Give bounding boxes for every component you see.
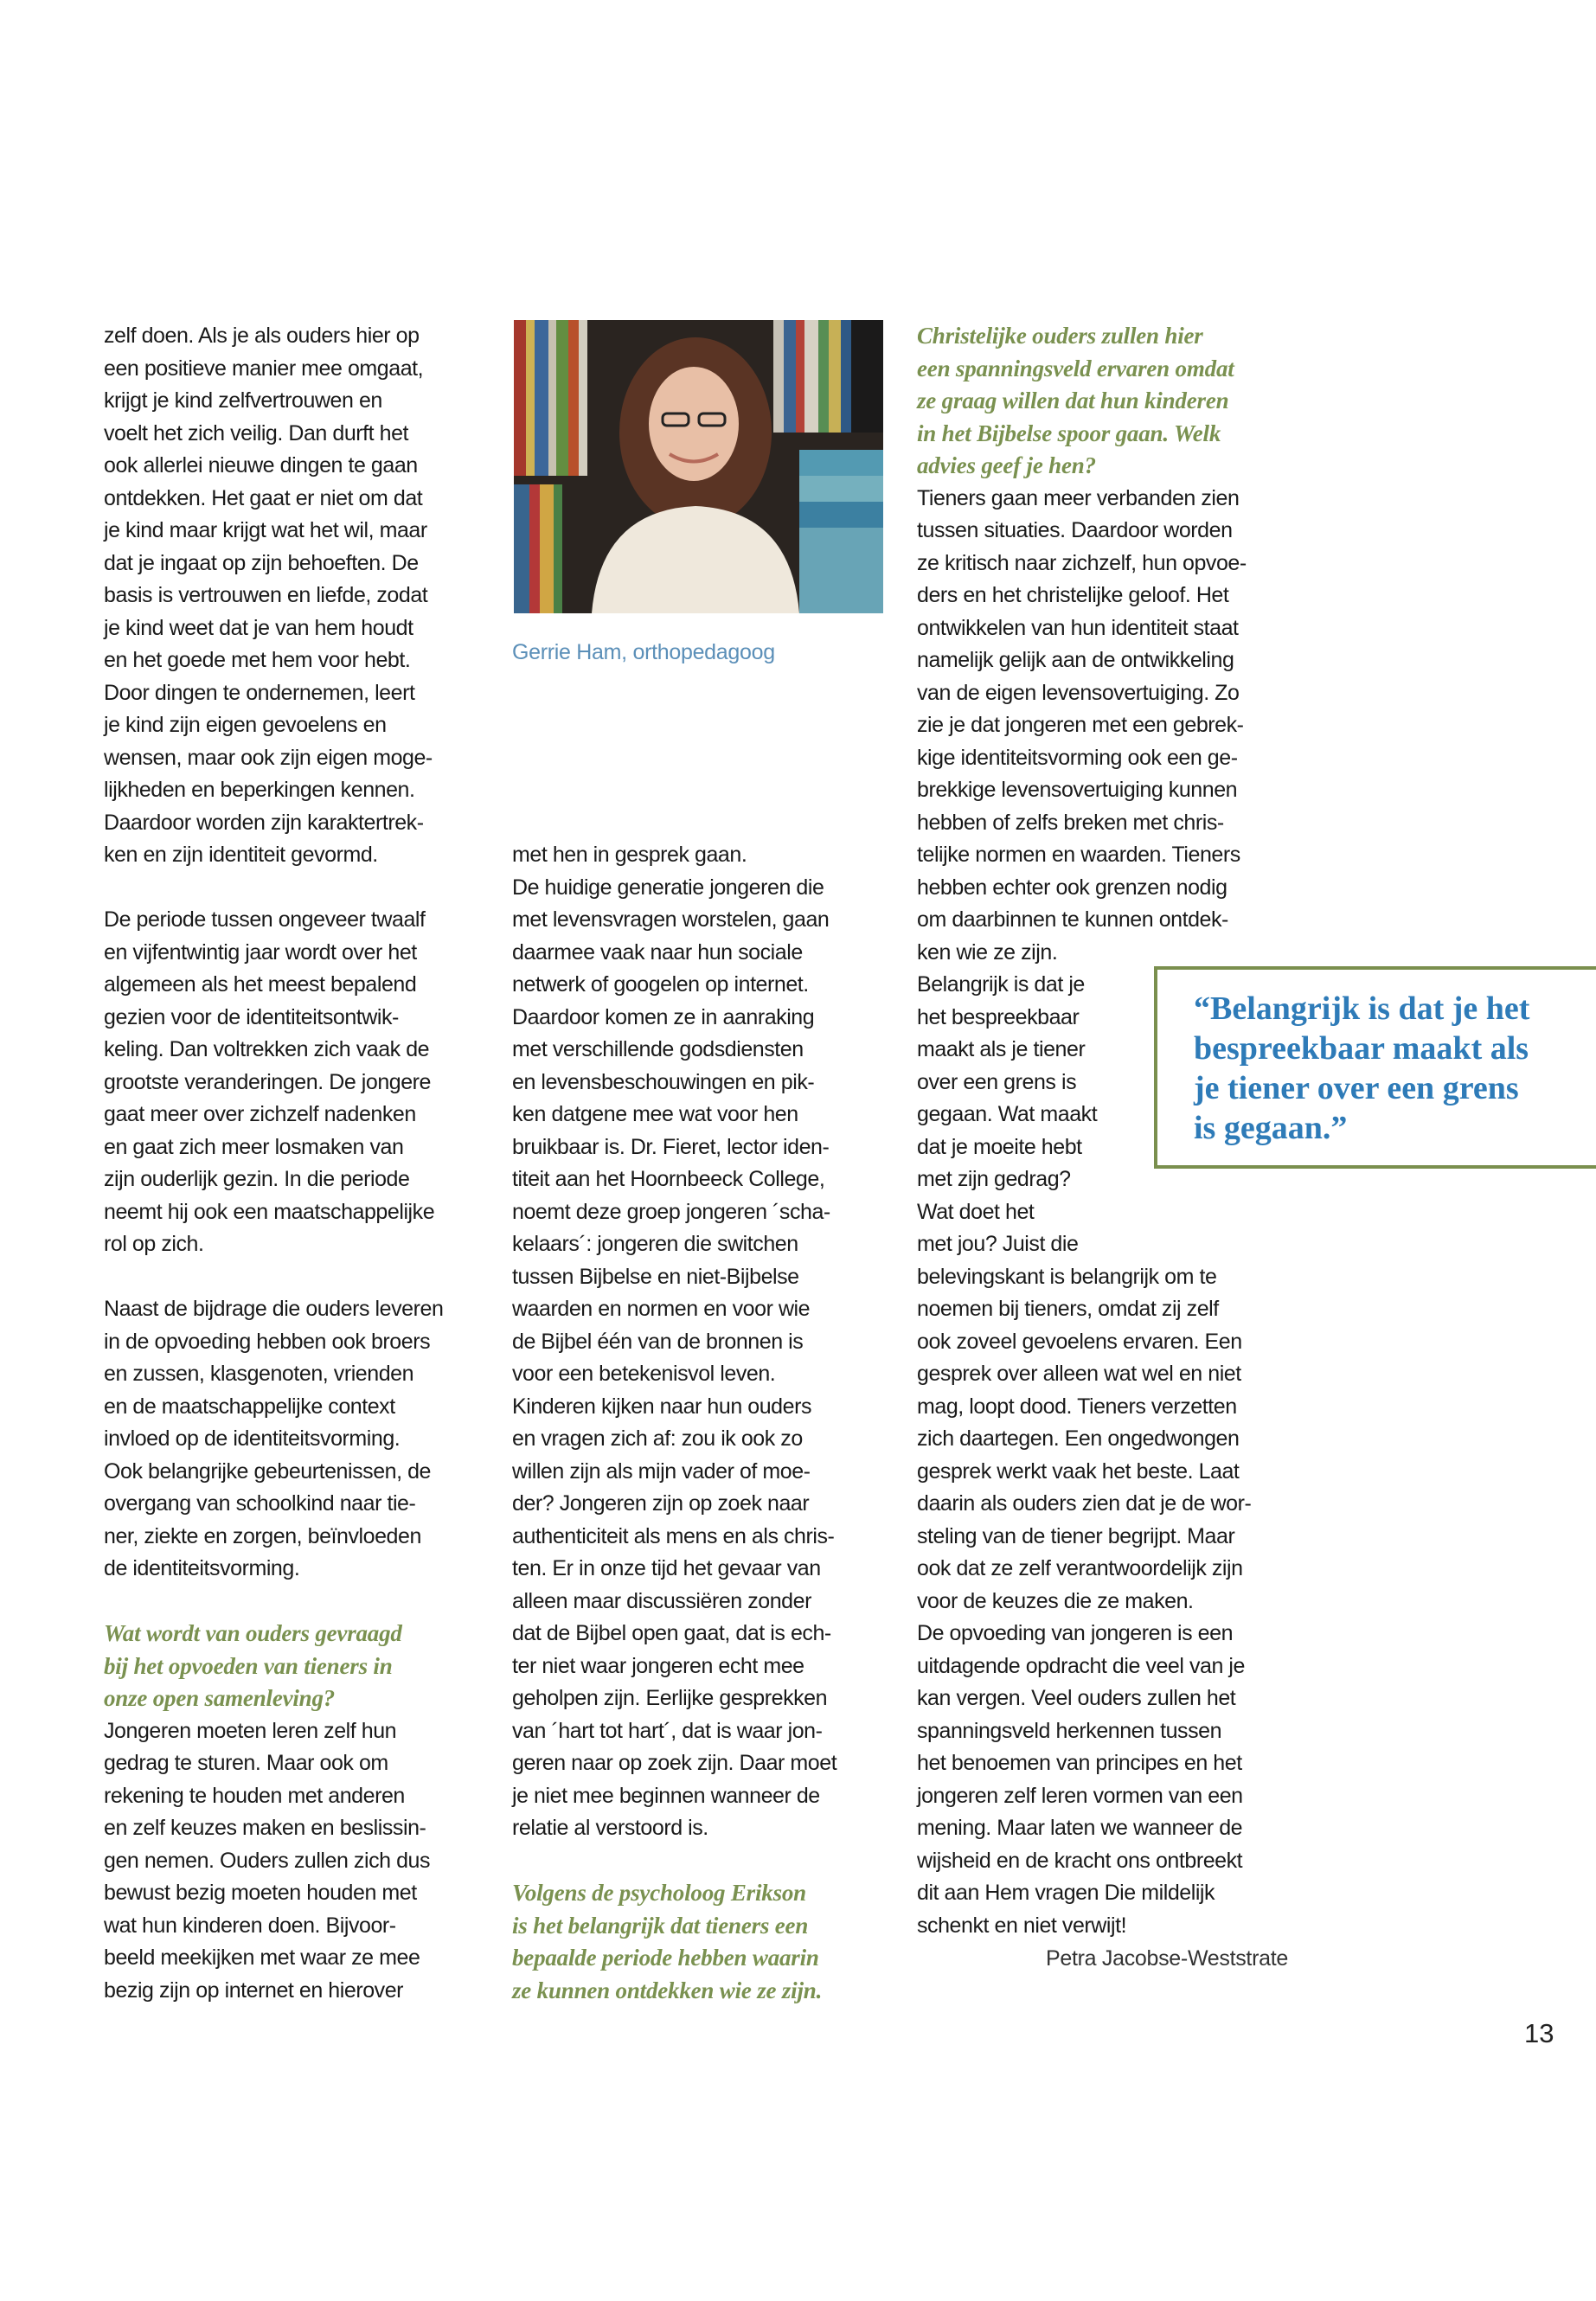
text-line: gezien voor de identiteitsontwik- — [104, 1004, 399, 1029]
text-line: noemen bij tieners, omdat zij zelf — [917, 1297, 1219, 1321]
text-line: tussen situaties. Daardoor worden — [917, 518, 1233, 542]
text-line: het bespreekbaar — [917, 1004, 1080, 1029]
text-line: noemt deze groep jongeren ´scha- — [512, 1199, 830, 1224]
heading-line: Volgens de psycholoog Erikson — [512, 1880, 806, 1906]
text-line: de identiteitsvorming. — [104, 1556, 300, 1580]
text-line: een positieve manier mee omgaat, — [104, 356, 424, 381]
text-line: dat de Bijbel open gaat, dat is ech- — [512, 1621, 831, 1645]
text-line: Kinderen kijken naar hun ouders — [512, 1394, 812, 1419]
text-line: Door dingen te ondernemen, leert — [104, 680, 415, 705]
heading-line: ze kunnen ontdekken wie ze zijn. — [512, 1977, 823, 2003]
text-line: zijn ouderlijk gezin. In die periode — [104, 1167, 410, 1191]
text-line: met verschillende godsdiensten — [512, 1037, 804, 1061]
text-line: lijkheden en beperkingen kennen. — [104, 778, 415, 802]
text-line: rekening te houden met anderen — [104, 1783, 405, 1808]
text-line: bezig zijn op internet en hierover — [104, 1977, 404, 2003]
text-line: daarin als ouders zien dat je de wor- — [917, 1491, 1252, 1516]
text-line: gedrag te sturen. Maar ook om — [104, 1751, 388, 1775]
text-line: je niet mee beginnen wanneer de — [512, 1783, 820, 1808]
paragraph-spacer — [512, 1845, 836, 1878]
text-line: De periode tussen ongeveer twaalf — [104, 907, 426, 932]
text-line: in de opvoeding hebben ook broers — [104, 1329, 431, 1354]
paragraph-spacer — [104, 1261, 443, 1294]
text-line: je kind maar krijgt wat het wil, maar — [104, 518, 427, 542]
text-line: titeit aan het Hoornbeeck College, — [512, 1167, 825, 1191]
text-line: ontwikkelen van hun identiteit staat — [917, 615, 1239, 640]
text-line: met levensvragen worstelen, gaan — [512, 907, 830, 932]
heading-line: onze open samenleving? — [104, 1685, 336, 1711]
text-line: Ook belangrijke gebeurtenissen, de — [104, 1458, 432, 1484]
text-line: met hen in gesprek gaan. — [512, 843, 747, 867]
text-line: tussen Bijbelse en niet-Bijbelse — [512, 1264, 799, 1289]
text-line: dat je ingaat op zijn behoeften. De — [104, 550, 419, 575]
text-line: ook zoveel gevoelens ervaren. Een — [917, 1329, 1242, 1354]
paragraph — [104, 1293, 443, 1586]
text-line: voelt het zich veilig. Dan durft het — [104, 420, 409, 445]
pull-quote — [1194, 989, 1529, 1148]
text-line: ken wie ze zijn. — [917, 939, 1058, 965]
text-line: het benoemen van principes en het — [917, 1751, 1242, 1775]
text-line: mening. Maar laten we wanneer de — [917, 1816, 1243, 1840]
pull-quote-box — [1154, 966, 1596, 1169]
text-line: daarmee vaak naar hun sociale — [512, 939, 803, 965]
text-line: Tieners gaan meer verbanden zien — [917, 485, 1240, 510]
text-line: namelijk gelijk aan de ontwikkeling — [917, 648, 1234, 672]
text-line: Belangrijk is dat je — [917, 972, 1085, 997]
text-line: en zelf keuzes maken en beslissin- — [104, 1816, 426, 1840]
text-line: uitdagende opdracht die veel van je — [917, 1653, 1245, 1678]
text-line: Jongeren moeten leren zelf hun — [104, 1718, 397, 1743]
text-line: Daardoor komen ze in aanraking — [512, 1004, 815, 1029]
portrait-photo — [514, 320, 883, 613]
text-line: ze kritisch naar zichzelf, hun opvoe- — [917, 550, 1247, 575]
text-line: der? Jongeren zijn op zoek naar — [512, 1491, 810, 1516]
text-line: en gaat zich meer losmaken van — [104, 1134, 404, 1159]
text-line: en het goede met hem voor hebt. — [104, 648, 411, 672]
text-line: van ´hart tot hart´, dat is waar jon- — [512, 1718, 823, 1743]
paragraph — [512, 839, 836, 1845]
text-line: om daarbinnen te kunnen ontdek- — [917, 907, 1228, 932]
text-line: zie je dat jongeren met een gebrek- — [917, 713, 1244, 737]
pull-quote-line: je tiener over een grens — [1194, 1070, 1519, 1106]
text-line: willen zijn als mijn vader of moe- — [512, 1458, 811, 1484]
text-line: rol op zich. — [104, 1232, 204, 1256]
text-line: de Bijbel één van de bronnen is — [512, 1329, 804, 1354]
text-line: ders en het christelijke geloof. Het — [917, 583, 1229, 607]
page-number: 13 — [1524, 2018, 1554, 2048]
text-line: brekkige levensovertuiging kunnen — [917, 778, 1238, 802]
text-line: en vragen zich af: zou ik ook zo — [512, 1426, 803, 1451]
text-line: wensen, maar ook zijn eigen moge- — [104, 745, 433, 770]
text-line: steling van de tiener begrijpt. Maar — [917, 1523, 1235, 1548]
text-line: wat hun kinderen doen. Bijvoor- — [104, 1913, 396, 1938]
text-line: ook allerlei nieuwe dingen te gaan — [104, 453, 418, 478]
paragraph-spacer — [104, 872, 443, 905]
text-line: geholpen zijn. Eerlijke gesprekken — [512, 1686, 828, 1710]
text-line: invloed op de identiteitsvorming. — [104, 1426, 401, 1451]
pull-quote-line: bespreekbaar maakt als — [1194, 1030, 1529, 1067]
heading-line: in het Bijbelse spoor gaan. Welk — [917, 420, 1221, 446]
text-line: hebben echter ook grenzen nodig — [917, 875, 1227, 900]
text-line: gen nemen. Ouders zullen zich dus — [104, 1848, 431, 1873]
text-line: ner, ziekte en zorgen, beïnvloeden — [104, 1523, 421, 1548]
heading-line: een spanningsveld ervaren omdat — [917, 355, 1234, 381]
pull-quote-line: is gegaan.” — [1194, 1110, 1348, 1146]
heading-line: advies geef je hen? — [917, 452, 1096, 478]
text-line: kige identiteitsvorming ook een ge- — [917, 745, 1238, 770]
article-column-1 — [104, 320, 443, 2007]
heading-line: Christelijke ouders zullen hier — [917, 323, 1203, 349]
paragraph — [917, 483, 1251, 1943]
heading-line: is het belangrijk dat tieners een — [512, 1912, 809, 1939]
text-line: geren naar op zoek zijn. Daar moet — [512, 1751, 837, 1775]
pull-quote-line: “Belangrijk is dat je het — [1194, 990, 1530, 1027]
paragraph — [104, 1715, 443, 2008]
text-line: dat je moeite hebt — [917, 1134, 1082, 1159]
text-line: en de maatschappelijke context — [104, 1394, 395, 1419]
text-line: alleen maar discussiëren zonder — [512, 1588, 811, 1613]
text-line: met jou? Juist die — [917, 1232, 1079, 1256]
text-line: De huidige generatie jongeren die — [512, 875, 824, 900]
text-line: jongeren zelf leren vormen van een — [917, 1783, 1243, 1808]
heading-line: Wat wordt van ouders gevraagd — [104, 1620, 402, 1646]
text-line: authenticiteit als mens en als chris- — [512, 1523, 835, 1548]
text-line: met zijn gedrag? — [917, 1167, 1071, 1191]
text-line: keling. Dan voltrekken zich vaak de — [104, 1037, 430, 1061]
text-line: algemeen als het meest bepalend — [104, 972, 417, 997]
text-line: De opvoeding van jongeren is een — [917, 1621, 1234, 1645]
text-line: zich daartegen. Een ongedwongen — [917, 1426, 1240, 1451]
text-line: maakt als je tiener — [917, 1037, 1086, 1061]
text-line: gaat meer over zichzelf nadenken — [104, 1102, 416, 1126]
text-line: belevingskant is belangrijk om te — [917, 1264, 1217, 1289]
photo-caption: Gerrie Ham, orthopedagoog — [512, 640, 775, 664]
text-line: bewust bezig moeten houden met — [104, 1881, 417, 1905]
text-line: ken datgene mee wat voor hen — [512, 1102, 798, 1126]
paragraph-spacer — [104, 1586, 443, 1618]
text-line: wijsheid en de kracht ons ontbreekt — [917, 1848, 1243, 1873]
text-line: mag, loopt dood. Tieners verzetten — [917, 1394, 1237, 1419]
text-line: je kind weet dat je van hem houdt — [104, 615, 413, 640]
text-line: schenkt en niet verwijt! — [917, 1913, 1127, 1938]
section-heading — [917, 320, 1251, 483]
heading-line: bepaalde periode hebben waarin — [512, 1945, 819, 1971]
text-line: bruikbaar is. Dr. Fieret, lector iden- — [512, 1134, 830, 1159]
text-line: Daardoor worden zijn karaktertrek- — [104, 810, 424, 835]
text-line: kan vergen. Veel ouders zullen het — [917, 1686, 1236, 1710]
text-line: ter niet waar jongeren echt mee — [512, 1653, 804, 1678]
paragraph — [104, 320, 443, 872]
text-line: gegaan. Wat maakt — [917, 1102, 1098, 1126]
text-line: spanningsveld herkennen tussen — [917, 1718, 1222, 1743]
text-line: relatie al verstoord is. — [512, 1816, 708, 1840]
text-line: Wat doet het — [917, 1199, 1035, 1224]
text-line: ten. Er in onze tijd het gevaar van — [512, 1556, 821, 1580]
text-line: overgang van schoolkind naar tie- — [104, 1491, 416, 1516]
text-line: gesprek over alleen wat wel en niet — [917, 1362, 1241, 1386]
text-line: basis is vertrouwen en liefde, zodat — [104, 583, 428, 607]
text-line: voor de keuzes die ze maken. — [917, 1588, 1194, 1613]
text-line: krijgt je kind zelfvertrouwen en — [104, 388, 382, 413]
text-line: je kind zijn eigen gevoelens en — [104, 713, 387, 737]
text-line: voor een betekenisvol leven. — [512, 1362, 776, 1386]
text-line: ook dat ze zelf verantwoordelijk zijn — [917, 1556, 1243, 1580]
text-line: waarden en normen en voor wie — [512, 1297, 811, 1321]
text-line: neemt hij ook een maatschappelijke — [104, 1199, 435, 1224]
text-line: grootste veranderingen. De jongere — [104, 1069, 432, 1094]
text-line: en zussen, klasgenoten, vrienden — [104, 1362, 414, 1386]
article-column-2 — [512, 839, 836, 2007]
text-line: van de eigen levensovertuiging. Zo — [917, 680, 1240, 705]
text-line: hebben of zelfs breken met chris- — [917, 810, 1224, 835]
text-line: ontdekken. Het gaat er niet om dat — [104, 485, 423, 510]
text-line: en vijfentwintig jaar wordt over het — [104, 939, 417, 965]
text-line: kelaars´: jongeren die switchen — [512, 1232, 798, 1256]
heading-line: bij het opvoeden van tieners in — [104, 1652, 393, 1679]
text-line: over een grens is — [917, 1069, 1077, 1094]
text-line: Naast de bijdrage die ouders leveren — [104, 1297, 444, 1321]
text-line: ken en zijn identiteit gevormd. — [104, 843, 378, 867]
portrait-image-icon — [514, 320, 883, 613]
author-signature: Petra Jacobse-Weststrate — [1046, 1946, 1288, 1971]
text-line: beeld meekijken met waar ze mee — [104, 1945, 420, 1970]
text-line: zelf doen. Als je als ouders hier op — [104, 324, 420, 348]
section-heading — [104, 1618, 443, 1715]
text-line: gesprek werkt vaak het beste. Laat — [917, 1458, 1240, 1484]
heading-line: ze graag willen dat hun kinderen — [917, 388, 1229, 413]
text-line: dit aan Hem vragen Die mildelijk — [917, 1881, 1215, 1905]
text-line: netwerk of googelen op internet. — [512, 972, 809, 997]
section-heading — [512, 1877, 836, 2007]
paragraph — [104, 904, 443, 1261]
text-line: telijke normen en waarden. Tieners — [917, 843, 1240, 867]
text-line: en levensbeschouwingen en pik- — [512, 1069, 815, 1094]
